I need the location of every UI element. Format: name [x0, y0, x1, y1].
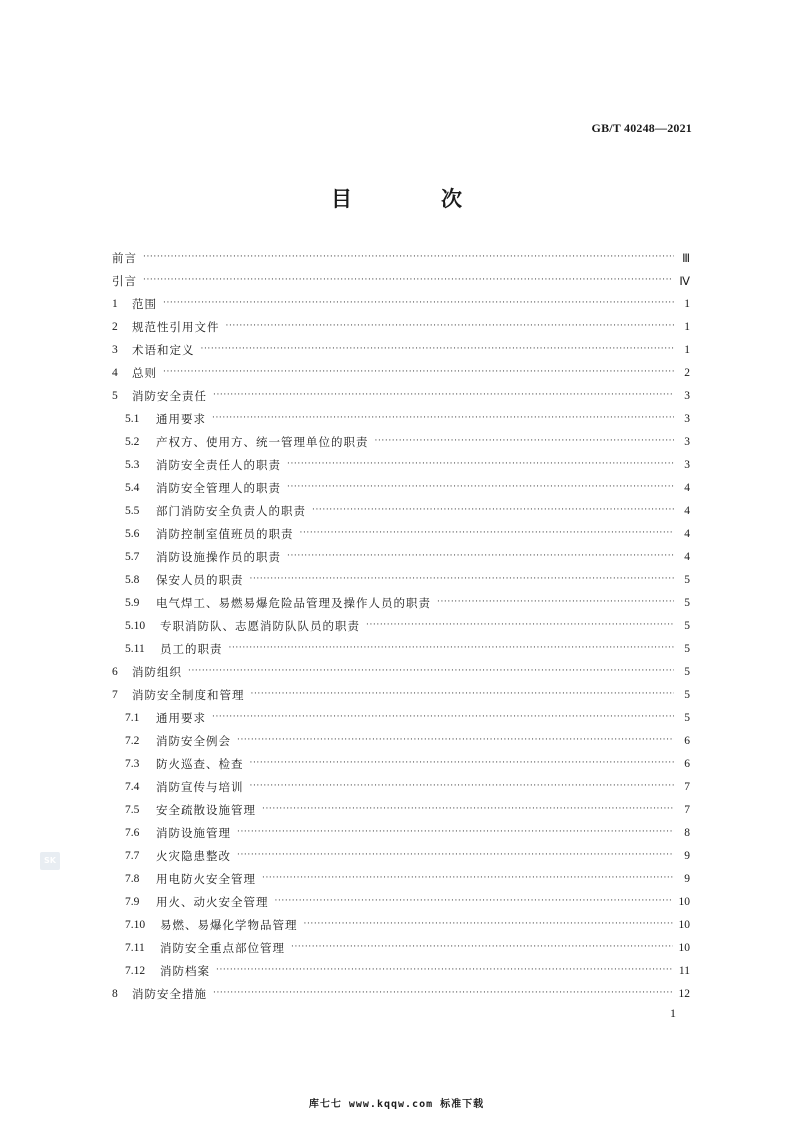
toc-entry-number: 2: [112, 320, 118, 333]
toc-entry[interactable]: [112, 453, 690, 476]
toc-entry-number: 1: [112, 297, 118, 310]
toc-entry-page: 2: [684, 366, 690, 379]
toc-entry-page: 5: [684, 619, 690, 632]
toc-entry[interactable]: [112, 775, 690, 798]
toc-entry-number: 7.5: [125, 803, 140, 816]
toc-leader-dots: [212, 713, 674, 722]
toc-entry-number: 4: [112, 366, 118, 379]
toc-entry-number: 7.2: [125, 734, 140, 747]
toc-entry-page: 6: [684, 757, 690, 770]
toc-entry-page: 3: [684, 389, 690, 402]
toc-leader-dots: [216, 966, 673, 975]
toc-entry-label: 保安人员的职责: [156, 572, 244, 587]
toc-entry-label: 引言: [112, 273, 137, 288]
toc-entry-page: 3: [684, 458, 690, 471]
toc-entry[interactable]: [112, 269, 690, 292]
toc-entry-number: 8: [112, 987, 118, 1000]
toc-entry-page: 12: [678, 987, 690, 1000]
toc-entry-label: 消防控制室值班员的职责: [156, 526, 294, 541]
toc-entry-label: 用火、动火安全管理: [156, 894, 269, 909]
toc-entry-page: 1: [684, 297, 690, 310]
toc-entry[interactable]: [112, 545, 690, 568]
toc-entry[interactable]: [112, 384, 690, 407]
toc-entry-page: 5: [684, 688, 690, 701]
toc-entry-page: 8: [684, 826, 690, 839]
toc-entry[interactable]: [112, 660, 690, 683]
toc-entry[interactable]: [112, 361, 690, 384]
toc-entry-label: 消防安全例会: [156, 733, 231, 748]
toc-leader-dots: [163, 299, 674, 308]
toc-entry-label: 防火巡查、检查: [156, 756, 244, 771]
toc-entry-label: 消防设施操作员的职责: [156, 549, 281, 564]
toc-entry-number: 5.11: [125, 642, 145, 655]
toc-entry-page: 4: [684, 550, 690, 563]
toc-entry-number: 7.10: [125, 918, 146, 931]
toc-entry[interactable]: [112, 752, 690, 775]
toc-leader-dots: [237, 736, 674, 745]
toc-leader-dots: [262, 805, 674, 814]
toc-entry-page: 7: [684, 803, 690, 816]
toc-entry-label: 通用要求: [156, 710, 206, 725]
toc-leader-dots: [275, 897, 673, 906]
toc-entry[interactable]: [112, 568, 690, 591]
toc-leader-dots: [250, 759, 675, 768]
toc-entry[interactable]: [112, 683, 690, 706]
toc-entry-number: 5.5: [125, 504, 140, 517]
toc-entry-label: 术语和定义: [132, 342, 195, 357]
toc-entry-label: 消防设施管理: [156, 825, 231, 840]
toc-leader-dots: [287, 460, 674, 469]
toc-leader-dots: [201, 345, 675, 354]
toc-leader-dots: [375, 437, 675, 446]
toc-entry-label: 前言: [112, 250, 137, 265]
toc-entry[interactable]: [112, 959, 690, 982]
table-of-contents: [112, 246, 690, 1005]
toc-entry-label: 员工的职责: [160, 641, 223, 656]
toc-leader-dots: [237, 828, 674, 837]
toc-entry-number: 5: [112, 389, 118, 402]
toc-leader-dots: [143, 253, 674, 262]
toc-entry-page: 5: [684, 711, 690, 724]
toc-entry-label: 范围: [132, 296, 157, 311]
toc-entry-page: 4: [684, 504, 690, 517]
toc-leader-dots: [300, 529, 675, 538]
toc-entry[interactable]: [112, 844, 690, 867]
toc-entry-page: 6: [684, 734, 690, 747]
toc-entry-number: 7.6: [125, 826, 140, 839]
toc-entry-page: 5: [684, 665, 690, 678]
toc-entry-page: 10: [678, 895, 690, 908]
toc-entry[interactable]: [112, 476, 690, 499]
toc-entry-label: 安全疏散设施管理: [156, 802, 256, 817]
toc-entry-page: 4: [684, 481, 690, 494]
toc-entry[interactable]: [112, 936, 690, 959]
toc-entry-label: 消防组织: [132, 664, 182, 679]
toc-entry-label: 消防安全管理人的职责: [156, 480, 281, 495]
toc-entry-number: 6: [112, 665, 118, 678]
toc-entry[interactable]: [112, 637, 690, 660]
toc-entry[interactable]: [112, 706, 690, 729]
toc-entry-page: 7: [684, 780, 690, 793]
toc-leader-dots: [188, 667, 674, 676]
toc-entry[interactable]: [112, 890, 690, 913]
toc-entry-page: 1: [684, 343, 690, 356]
toc-entry-page: 1: [684, 320, 690, 333]
toc-entry-label: 消防安全责任: [132, 388, 207, 403]
toc-entry[interactable]: [112, 591, 690, 614]
toc-leader-dots: [213, 989, 673, 998]
toc-entry-number: 7.12: [125, 964, 146, 977]
toc-entry-label: 通用要求: [156, 411, 206, 426]
toc-entry-number: 5.7: [125, 550, 140, 563]
page-title: 目 次: [331, 187, 496, 211]
toc-entry[interactable]: [112, 798, 690, 821]
toc-entry-number: 3: [112, 343, 118, 356]
toc-entry[interactable]: [112, 614, 690, 637]
toc-leader-dots: [143, 276, 673, 285]
toc-entry[interactable]: [112, 338, 690, 361]
toc-leader-dots: [163, 368, 674, 377]
toc-entry-page: 9: [684, 849, 690, 862]
toc-entry-label: 规范性引用文件: [132, 319, 220, 334]
toc-entry-number: 5.4: [125, 481, 140, 494]
toc-entry-page: 5: [684, 642, 690, 655]
toc-entry[interactable]: [112, 499, 690, 522]
toc-entry[interactable]: [112, 246, 690, 269]
toc-entry-label: 用电防火安全管理: [156, 871, 256, 886]
toc-entry-label: 部门消防安全负责人的职责: [156, 503, 306, 518]
toc-leader-dots: [287, 552, 674, 561]
toc-leader-dots: [250, 575, 675, 584]
toc-entry-label: 电气焊工、易燃易爆危险品管理及操作人员的职责: [156, 595, 431, 610]
toc-leader-dots: [229, 644, 675, 653]
toc-leader-dots: [312, 506, 674, 515]
toc-entry-number: 5.3: [125, 458, 140, 471]
toc-entry-number: 5.10: [125, 619, 146, 632]
toc-entry-number: 7.3: [125, 757, 140, 770]
toc-entry-number: 5.6: [125, 527, 140, 540]
toc-entry-number: 5.8: [125, 573, 140, 586]
toc-entry-page: 3: [684, 435, 690, 448]
toc-entry-label: 消防安全措施: [132, 986, 207, 1001]
toc-entry[interactable]: [112, 292, 690, 315]
toc-entry-label: 消防宣传与培训: [156, 779, 244, 794]
toc-leader-dots: [251, 690, 675, 699]
toc-entry-number: 7.8: [125, 872, 140, 885]
toc-entry-label: 火灾隐患整改: [156, 848, 231, 863]
toc-entry-number: 7: [112, 688, 118, 701]
toc-leader-dots: [262, 874, 674, 883]
toc-entry-page: 5: [684, 573, 690, 586]
toc-entry-number: 7.9: [125, 895, 140, 908]
toc-entry-page: 10: [678, 941, 690, 954]
toc-entry[interactable]: [112, 821, 690, 844]
toc-entry-number: 7.7: [125, 849, 140, 862]
toc-entry[interactable]: [112, 407, 690, 430]
page-number: 1: [670, 1006, 676, 1020]
toc-leader-dots: [287, 483, 674, 492]
toc-entry-label: 易燃、易爆化学物品管理: [160, 917, 298, 932]
toc-leader-dots: [226, 322, 675, 331]
watermark-logo: SK: [40, 852, 60, 870]
toc-entry-page: 3: [684, 412, 690, 425]
toc-entry[interactable]: [112, 522, 690, 545]
toc-leader-dots: [250, 782, 675, 791]
toc-entry-label: 消防安全重点部位管理: [160, 940, 285, 955]
toc-leader-dots: [437, 598, 674, 607]
toc-entry[interactable]: [112, 315, 690, 338]
toc-entry-label: 产权方、使用方、统一管理单位的职责: [156, 434, 369, 449]
standard-number: GB/T 40248—2021: [591, 121, 692, 135]
toc-entry-label: 总则: [132, 365, 157, 380]
toc-entry-number: 7.1: [125, 711, 140, 724]
toc-leader-dots: [212, 414, 674, 423]
toc-leader-dots: [213, 391, 674, 400]
toc-entry[interactable]: [112, 430, 690, 453]
toc-entry-page: 11: [678, 964, 690, 977]
toc-leader-dots: [366, 621, 674, 630]
toc-entry-page: 5: [684, 596, 690, 609]
toc-entry-page: 4: [684, 527, 690, 540]
toc-entry[interactable]: [112, 913, 690, 936]
toc-entry[interactable]: [112, 867, 690, 890]
footer-site-text: 库七七 www.kqqw.com 标准下载: [308, 1099, 485, 1110]
toc-entry-page: Ⅳ: [679, 275, 690, 288]
toc-entry-number: 7.4: [125, 780, 140, 793]
toc-entry-page: 9: [684, 872, 690, 885]
toc-entry-label: 消防安全制度和管理: [132, 687, 245, 702]
toc-entry-page: Ⅲ: [682, 252, 690, 265]
toc-entry-label: 消防档案: [160, 963, 210, 978]
toc-entry-number: 7.11: [125, 941, 145, 954]
toc-leader-dots: [304, 920, 673, 929]
toc-entry-number: 5.2: [125, 435, 140, 448]
toc-entry-label: 消防安全责任人的职责: [156, 457, 281, 472]
toc-leader-dots: [291, 943, 673, 952]
toc-entry-number: 5.9: [125, 596, 140, 609]
toc-entry[interactable]: [112, 982, 690, 1005]
toc-leader-dots: [237, 851, 674, 860]
toc-entry-page: 10: [678, 918, 690, 931]
toc-entry-number: 5.1: [125, 412, 140, 425]
toc-entry-label: 专职消防队、志愿消防队队员的职责: [160, 618, 360, 633]
toc-entry[interactable]: [112, 729, 690, 752]
